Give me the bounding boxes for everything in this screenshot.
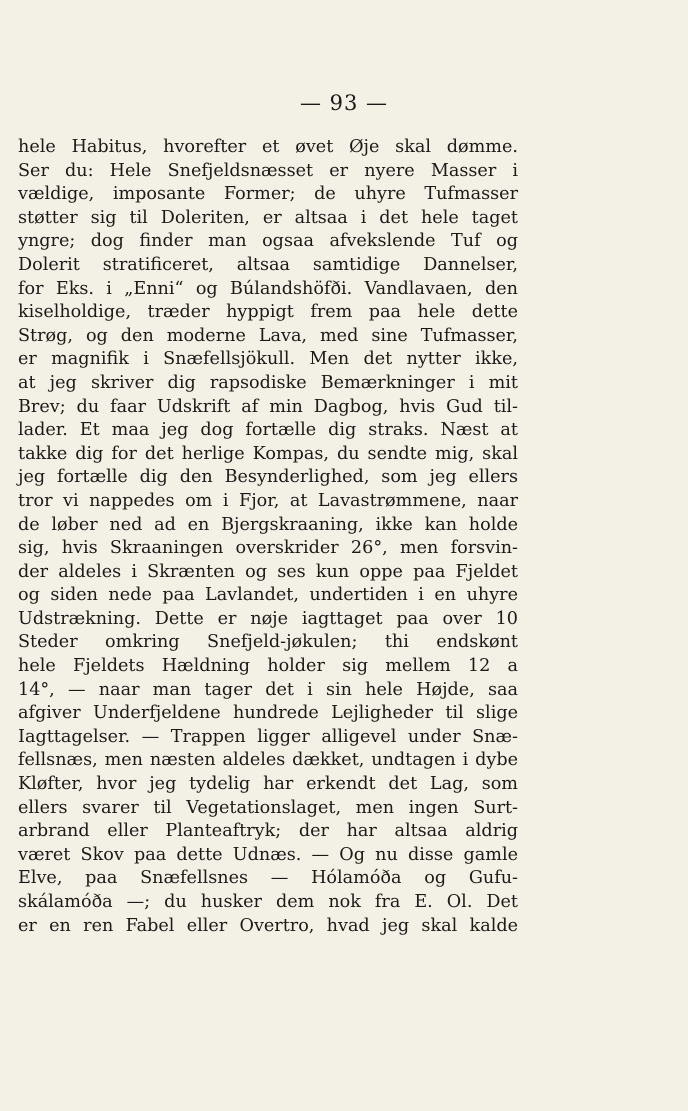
text-line: Ser du: Hele Snefjeldsnæsset er nyere Masser i <box>18 160 518 181</box>
text-line: takke dig for det herlige Kompas, du sendte mig, skal <box>18 443 518 464</box>
text-line: Steder omkring Snefjeld-jøkulen; thi endskønt <box>18 632 518 653</box>
text-line: Strøg, og den moderne Lava, med sine Tufmasser, <box>18 325 518 346</box>
text-line: og siden nede paa Lavlandet, undertiden i en uhyre <box>18 585 518 606</box>
text-line: vældige, imposante Former; de uhyre Tufmasser <box>18 184 518 205</box>
text-line: Iagttagelser. — Trappen ligger alligevel under Snæ- <box>18 726 518 747</box>
body-text <box>18 136 518 938</box>
page-number: — 93 — <box>299 91 389 115</box>
text-line: der aldeles i Skrænten og ses kun oppe paa Fjeldet <box>18 561 518 582</box>
text-line: Udstrækning. Dette er nøje iagttaget paa over 10 <box>18 608 518 629</box>
text-line: afgiver Underfjeldene hundrede Lejligheder til slige <box>18 703 518 724</box>
text-line: Brev; du faar Udskrift af min Dagbog, hvis Gud til- <box>18 396 518 417</box>
text-line: hele Fjeldets Hældning holder sig mellem 12 a <box>18 656 518 677</box>
text-line: arbrand eller Planteaftryk; der har altsaa aldrig <box>18 821 518 842</box>
text-line: Kløfter, hvor jeg tydelig har erkendt det Lag, som <box>18 774 518 795</box>
text-line: yngre; dog finder man ogsaa afvekslende Tuf og <box>18 231 518 252</box>
text-line: 14°, — naar man tager det i sin hele Højde, saa <box>18 679 518 700</box>
text-line: fellsnæs, men næsten aldeles dækket, undtagen i dybe <box>18 750 518 771</box>
text-line: ellers svarer til Vegetationslaget, men ingen Surt- <box>18 797 518 818</box>
text-line: er en ren Fabel eller Overtro, hvad jeg skal kalde <box>18 915 518 936</box>
text-line: kiselholdige, træder hyppigt frem paa hele dette <box>18 302 518 323</box>
text-line: Dolerit stratificeret, altsaa samtidige Dannelser, <box>18 254 518 275</box>
text-line: de løber ned ad en Bjergskraaning, ikke kan holde <box>18 514 518 535</box>
text-line: hele Habitus, hvorefter et øvet Øje skal dømme. <box>18 137 518 157</box>
text-line: er magnifik i Snæfellsjökull. Men det nytter ikke, <box>18 349 518 370</box>
text-line: været Skov paa dette Udnæs. — Og nu disse gamle <box>18 844 518 865</box>
text-line: jeg fortælle dig den Besynderlighed, som jeg ellers <box>18 467 518 488</box>
text-line: støtter sig til Doleriten, er altsaa i det hele taget <box>18 207 518 228</box>
text-line: tror vi nappedes om i Fjor, at Lavastrømmene, naar <box>18 490 518 511</box>
text-line: at jeg skriver dig rapsodiske Bemærkninger i mit <box>18 372 518 393</box>
text-line: Elve, paa Snæfellsnes — Hólamóða og Gufu- <box>18 868 518 889</box>
text-line: lader. Et maa jeg dog fortælle dig straks. Næst at <box>18 420 518 441</box>
text-line: for Eks. i „Enni“ og Búlandshöfði. Vandlavaen, den <box>18 278 518 299</box>
text-line: skálamóða —; du husker dem nok fra E. Ol. Det <box>18 892 518 912</box>
text-line: sig, hvis Skraaningen overskrider 26°, men forsvin- <box>18 538 518 559</box>
